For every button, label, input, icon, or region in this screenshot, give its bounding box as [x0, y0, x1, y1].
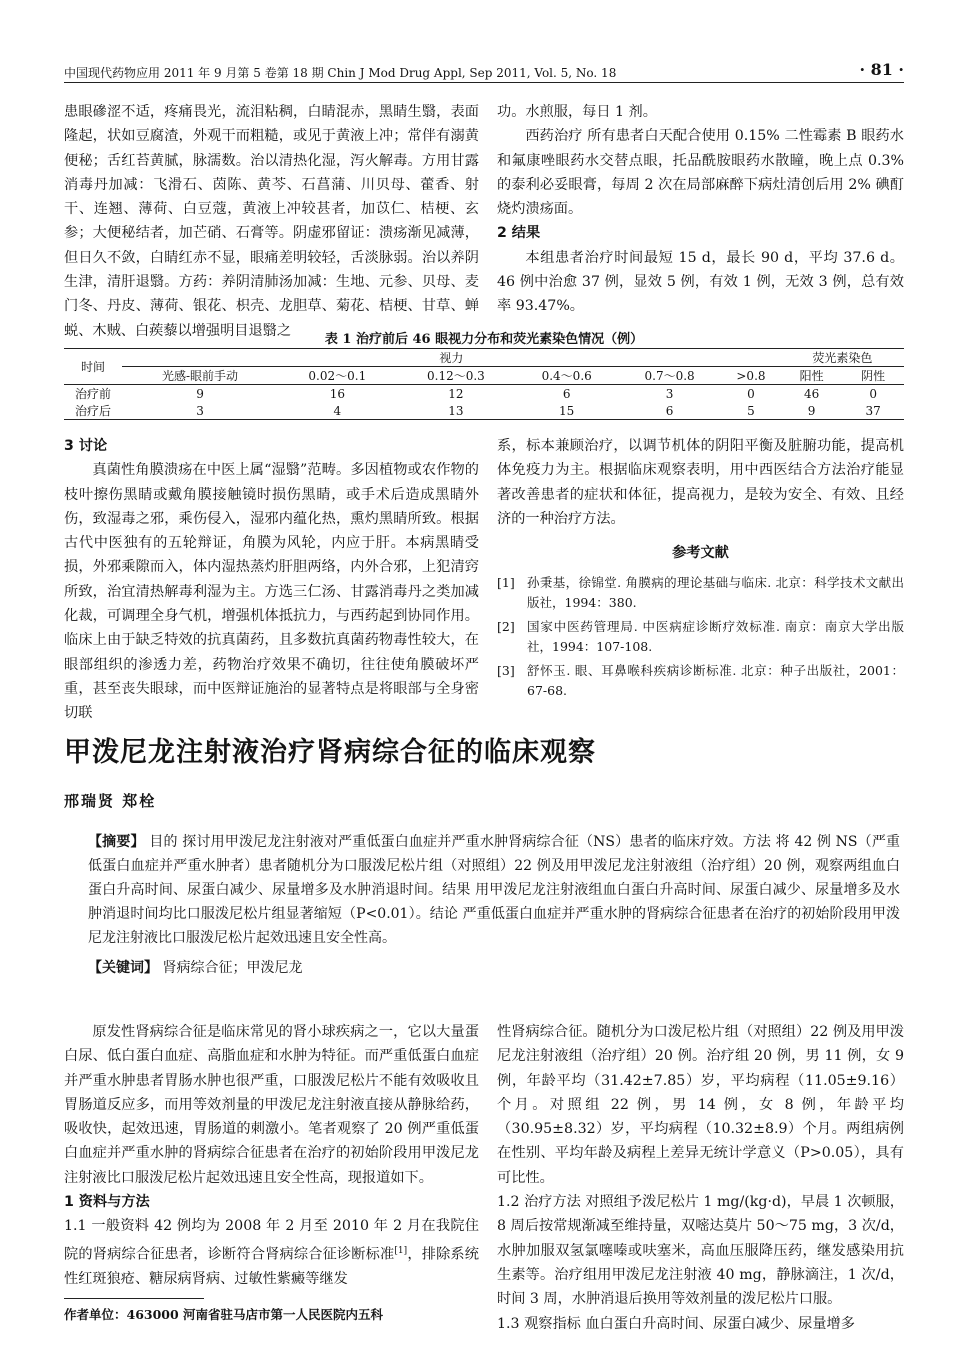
reference-number: [3] [497, 663, 515, 679]
keywords-text: 肾病综合征；甲泼尼龙 [162, 960, 303, 976]
journal-citation: 中国现代药物应用 2011 年 9 月第 5 卷第 18 期 Chin J Mod Drug Appl, Sep 2011, Vol. 5, No. 18 [64, 66, 617, 80]
table-cell: 3 [665, 386, 674, 401]
page-number: · 81 · [859, 60, 904, 79]
citation-marker: [1] [394, 1245, 408, 1256]
body-right-column [497, 1020, 904, 1336]
keywords-paragraph [88, 956, 900, 980]
reference-number: [1] [497, 575, 515, 591]
top-right-column [497, 100, 904, 319]
paragraph-observation: 1.3 观察指标 血白蛋白升高时间、尿蛋白减少、尿量增多 [497, 1315, 855, 1332]
reference-text: 国家中医药管理局. 中医病症诊断疗效标准. 南京：南京大学出版社，1994：107-108. [527, 619, 904, 655]
general-data-text-cont: ，排除系统性红斑狼疮、糖尿病肾病、过敏性紫癜等继发 [64, 1246, 479, 1287]
table-cell: 4 [278, 402, 397, 420]
paragraph-general-data [64, 1214, 479, 1291]
table-cell: 6 [562, 386, 571, 401]
section-heading-methods: 1 资料与方法 [64, 1194, 150, 1211]
author-affiliation: 作者单位：463000 河南省驻马店市第一人民医院内五科 [64, 1307, 384, 1322]
table-subheader: 阳性 [781, 367, 843, 385]
table-subheader: 0.02～0.1 [278, 367, 397, 385]
running-head [64, 62, 904, 82]
table-subheader: 0.7～0.8 [618, 367, 721, 385]
results-table [64, 348, 904, 420]
table-cell: 15 [515, 402, 618, 420]
table-caption: 表 1 治疗前后 46 眼视力分布和荧光素染色情况（例） [324, 332, 644, 347]
article-title: 甲泼尼龙注射液治疗肾病综合征的临床观察 [64, 737, 596, 768]
paragraph-western-treatment: 西药治疗 所有患者白天配合使用 0.15% 二性霉素 B 眼药水和氟康唑眼药水交替点眼，托品酰胺眼药水散瞳，晚上点 0.3% 的泰利必妥眼膏，每周 2 次在局部麻醉下病灶清创后用 2% 碘酊烧灼溃疡面。 [497, 128, 904, 218]
table-cell: 16 [329, 386, 345, 401]
discussion-right-column [497, 434, 904, 705]
table-cell: 12 [448, 386, 464, 401]
discussion-left-column [64, 434, 479, 726]
table-header-vision: 视力 [122, 349, 781, 367]
table-cell: 46 [803, 386, 820, 401]
table-cell: 37 [842, 402, 904, 420]
section-heading-results: 2 结果 [497, 225, 541, 242]
abstract-block [88, 830, 900, 980]
table-cell: 9 [196, 386, 204, 401]
table-cell: 13 [397, 402, 516, 420]
abstract-text: 目的 探讨用甲泼尼龙注射液对严重低蛋白血症并严重水肿肾病综合征（NS）患者的临床疗效。方法 将 42 例 NS（严重低蛋白血症并严重水肿者）患者随机分为口服泼尼松片组（对照组）22 例及用甲泼尼龙注射液组（治疗组）20 例，观察两组血白蛋白升高时间、尿蛋白减少、尿量增多及水肿消退时间。结果 用甲泼尼龙注射液组血白蛋白升高时间、尿蛋白减少、尿量增多及水肿消退时间均比口服泼尼松片组显著缩短（P<0.01）。结论 严重低蛋白血症并严重水肿的肾病综合征患者在治疗的初始阶段用甲泼尼龙注射液比口服泼尼松片起效迅速且安全性高。 [88, 834, 901, 946]
footnote-rule [64, 1298, 204, 1299]
table-subheader: 0.4～0.6 [515, 367, 618, 385]
table-subheader: 阴性 [842, 367, 904, 385]
paragraph-discussion: 真菌性角膜溃疡在中医上属“湿翳”范畴。多因植物或农作物的枝叶擦伤黑睛或戴角膜接触镜时损伤黑睛，或手术后造成黑睛外伤，致湿毒之邪，乘伤侵入，湿邪内蕴化热，熏灼黑睛所致。根据古代中医独有的五轮辩证，角膜为风轮，内应于肝。本病黑睛受损，外邪乘隙而入，体内湿热蒸灼肝胆两络，内外合邪，上犯清窍所致，治宜清热解毒利湿为主。方选三仁汤、甘露消毒丹之类加减化裁，可调理全身气机，增强机体抵抗力，与西药起到协同作用。临床上由于缺乏特效的抗真菌药，且多数抗真菌药物毒性较大，在眼部组织的渗透力差，药物治疗效果不确切，往往使角膜破坏严重，甚至丧失眼球，而中医辩证施治的显著特点是将眼部与全身密切联 [64, 462, 479, 722]
header-rule [64, 82, 904, 83]
table-subheader: >0.8 [721, 367, 781, 385]
row-label: 治疗后 [64, 402, 122, 420]
table-header-time: 时间 [64, 349, 122, 385]
table-row [64, 402, 904, 420]
paragraph-results: 本组患者治疗时间最短 15 d，最长 90 d，平均 37.6 d。46 例中治愈 37 例，显效 5 例，有效 1 例，无效 3 例，总有效率 93.47%。 [497, 249, 904, 315]
paragraph-grouping: 性肾病综合征。随机分为口泼尼松片组（对照组）22 例及用甲泼尼龙注射液组（治疗组）20 例。治疗组 20 例，男 11 例，女 9 例，年龄平均（31.42±7.85）岁，平均病程（11.05±9.16）个月。对照组 22 例，男 14 例，女 8 例，年龄平均（30.95±8.32）岁，平均病程（10.32±8.9）个月。两组病例在性别、平均年龄及病程上差异无统计学意义（P>0.05），具有可比性。 [497, 1024, 904, 1186]
article-authors: 邢瑞贤 郑栓 [64, 792, 157, 810]
abstract-label: 【摘要】 [88, 834, 145, 850]
table-header-fluorescein: 荧光素染色 [781, 349, 904, 367]
table-cell: 5 [721, 402, 781, 420]
references-title: 参考文献 [672, 545, 729, 562]
body-left-column [64, 1020, 479, 1291]
reference-text: 孙秉基，徐锦堂. 角膜病的理论基础与临床. 北京：科学技术文献出版社，1994：380. [527, 575, 904, 611]
keywords-label: 【关键词】 [88, 960, 158, 976]
paragraph-decoction: 功。水煎服，每日 1 剂。 [497, 104, 657, 120]
paragraph-discussion-cont: 系，标本兼顾治疗，以调节机体的阴阳平衡及脏腑功能，提高机体免疫力为主。根据临床观察表明，用中西医结合方法治疗能显著改善患者的症状和体征，提高视力，是较为安全、有效、且经济的一种治疗方法。 [497, 438, 904, 527]
general-data-text: 1.1 一般资料 42 例均为 2008 年 2 月至 2010 年 2 月在我院住院的肾病综合征患者，诊断符合肾病综合征诊断标准 [64, 1218, 479, 1263]
table-row [64, 385, 904, 403]
reference-item [497, 573, 904, 613]
reference-text: 舒怀玉. 眼、耳鼻喉科疾病诊断标准. 北京：种子出版社，2001：67-68. [527, 663, 904, 699]
top-left-column [64, 100, 479, 343]
table-subheader: 0.12～0.3 [397, 367, 516, 385]
table-subheader: 光感-眼前手动 [122, 367, 278, 385]
reference-number: [2] [497, 619, 515, 635]
reference-item [497, 617, 904, 657]
table-cell: 6 [618, 402, 721, 420]
paragraph-treatment-method: 1.2 治疗方法 对照组予泼尼松片 1 mg/(kg·d)，早晨 1 次顿服，8 周后按常规渐减至维持量，双嘧达莫片 50～75 mg，3 次/d，水肿加服双氢氯噻嗪或呋塞米，高血压服降压药，继发感染用抗生素等。治疗组用甲泼尼龙注射液 40 mg，静脉滴注，1 次/d，时间 3 周，水肿消退后换用等效剂量的泼尼松片口服。 [497, 1194, 904, 1308]
table-cell: 0 [869, 386, 877, 401]
row-label: 治疗前 [74, 387, 111, 401]
table-cell: 9 [781, 402, 843, 420]
section-heading-discussion: 3 讨论 [64, 438, 108, 454]
table-cell: 0 [747, 386, 755, 401]
reference-item [497, 661, 904, 701]
paragraph-introduction: 原发性肾病综合征是临床常见的肾小球疾病之一，它以大量蛋白尿、低白蛋白血症、高脂血症和水肿为特征。而严重低蛋白血症并严重水肿患者胃肠水肿也很严重，口服泼尼松片不能有效吸收且胃肠道反应多，而用等效剂量的甲泼尼龙注射液直接从静脉给药，吸收快，起效迅速，胃肠道的刺激小。笔者观察了 20 例严重低蛋白血症并严重水肿的肾病综合征患者在治疗的初始阶段用甲泼尼龙注射液比口服泼尼松片起效迅速且安全性高，现报道如下。 [64, 1024, 479, 1186]
tcm-treatment-text: 患眼磣涩不适，疼痛畏光，流泪粘稠，白睛混赤，黑睛生翳，表面隆起，状如豆腐渣，外观干而粗糙，或见于黄液上冲；常伴有溺黄便秘；舌红苔黄腻，脉濡数。治以清热化湿，泻火解毒。方用甘露消毒丹加减：飞滑石、茵陈、黄芩、石菖蒲、川贝母、藿香、射干、连翘、薄荷、白豆蔻，黄液上冲较甚者，加苡仁、桔梗、玄参；大便秘结者，加芒硝、石膏等。阴虚邪留证：溃疡渐见减薄，但日久不敛，白睛红赤不显，眼痛差明较轻，舌淡脉弱。治以养阴生津，清肝退翳。方药：养阴清肺汤加减：生地、元参、贝母、麦门冬、丹皮、薄荷、银花、枳壳、龙胆草、菊花、桔梗、甘草、蝉蜕、木贼、白蒺藜以增强明目退翳之 [64, 104, 479, 339]
abstract-paragraph [88, 830, 900, 950]
table-cell: 3 [122, 402, 278, 420]
